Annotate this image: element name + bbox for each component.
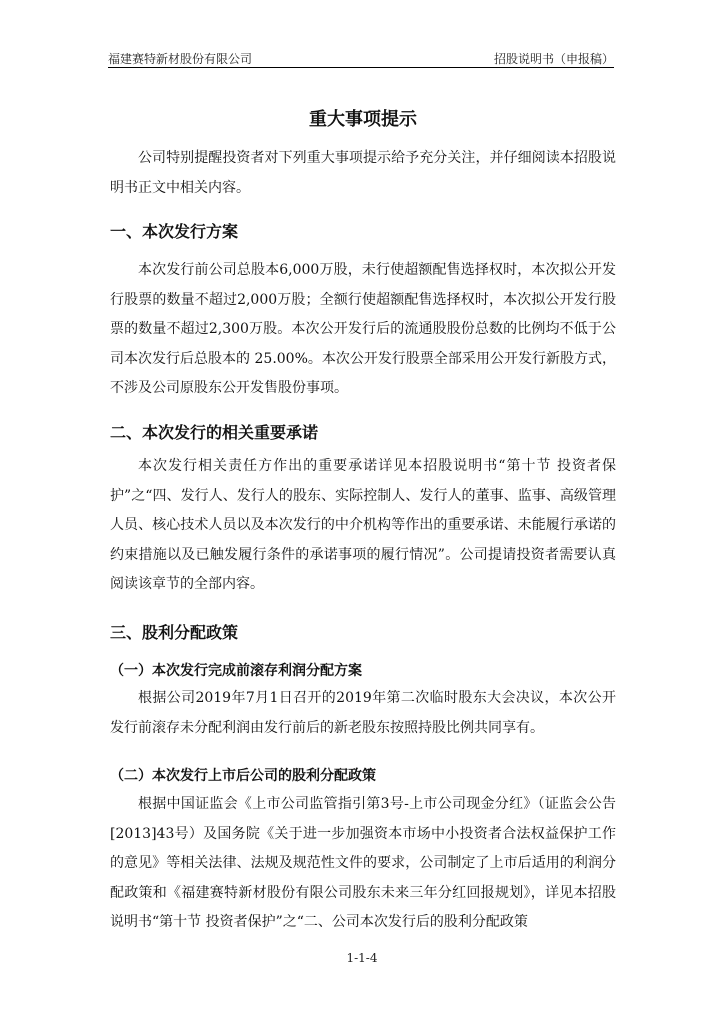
- subsection-3-2-paragraph: 根据中国证监会《上市公司监管指引第3号-上市公司现金分红》（证监会公告[2013]43号）及国务院《关于进一步加强资本市场中小投资者合法权益保护工作的意见》等相关法律、法规及规范性文件的要求，公司制定了上市后适用的利润分配政策和《福建赛特新材股份有限公司股东未来三年分红回报规划》，详见本招股说明书“第十节 投资者保护”之“二、公司本次发行后的股利分配政策: [110, 796, 616, 930]
- subsection-heading-3-2: （二）本次发行上市后公司的股利分配政策: [110, 768, 376, 784]
- header-document-type: 招股说明书（申报稿）: [493, 52, 614, 66]
- subsection-3-1-paragraph: 根据公司2019年7月1日召开的2019年第二次临时股东大会决议，本次公开发行前滚存未分配利润由发行前后的新老股东按照持股比例共同享有。: [110, 690, 616, 736]
- section-heading-1: 一、本次发行方案: [110, 222, 239, 241]
- header-company-name: 福建赛特新材股份有限公司: [108, 52, 253, 66]
- section-1-paragraph: 本次发行前公司总股本6,000万股，未行使超额配售选择权时，本次拟公开发行股票的数量不超过2,000万股；全额行使超额配售选择权时，本次拟公开发行股票的数量不超过2,300万股。本次公开发行后的流通股股份总数的比例均不低于公司本次发行后总股本的 25.00%。本次公开发行股票全部采用公开发行新股方式，不涉及公司原股东公开发售股份事项。: [110, 262, 616, 396]
- page-number: 1-1-4: [346, 951, 378, 965]
- section-heading-2: 二、本次发行的相关重要承诺: [110, 423, 319, 442]
- page-title: 重大事项提示: [309, 109, 417, 130]
- section-2-paragraph: 本次发行相关责任方作出的重要承诺详见本招股说明书“第十节 投资者保护”之“四、发行人、发行人的股东、实际控制人、发行人的董事、监事、高级管理人员、核心技术人员以及本次发行的中介机构等作出的重要承诺、未能履行承诺的约束措施以及已触发履行条件的承诺事项的履行情况”。公司提请投资者需要认真阅读该章节的全部内容。: [110, 458, 616, 592]
- section-heading-3: 三、股利分配政策: [110, 623, 239, 642]
- subsection-heading-3-1: （一）本次发行完成前滚存利润分配方案: [110, 663, 362, 679]
- page-header: [108, 50, 614, 68]
- intro-paragraph: 公司特别提醒投资者对下列重大事项提示给予充分关注，并仔细阅读本招股说明书正文中相关内容。: [110, 150, 616, 196]
